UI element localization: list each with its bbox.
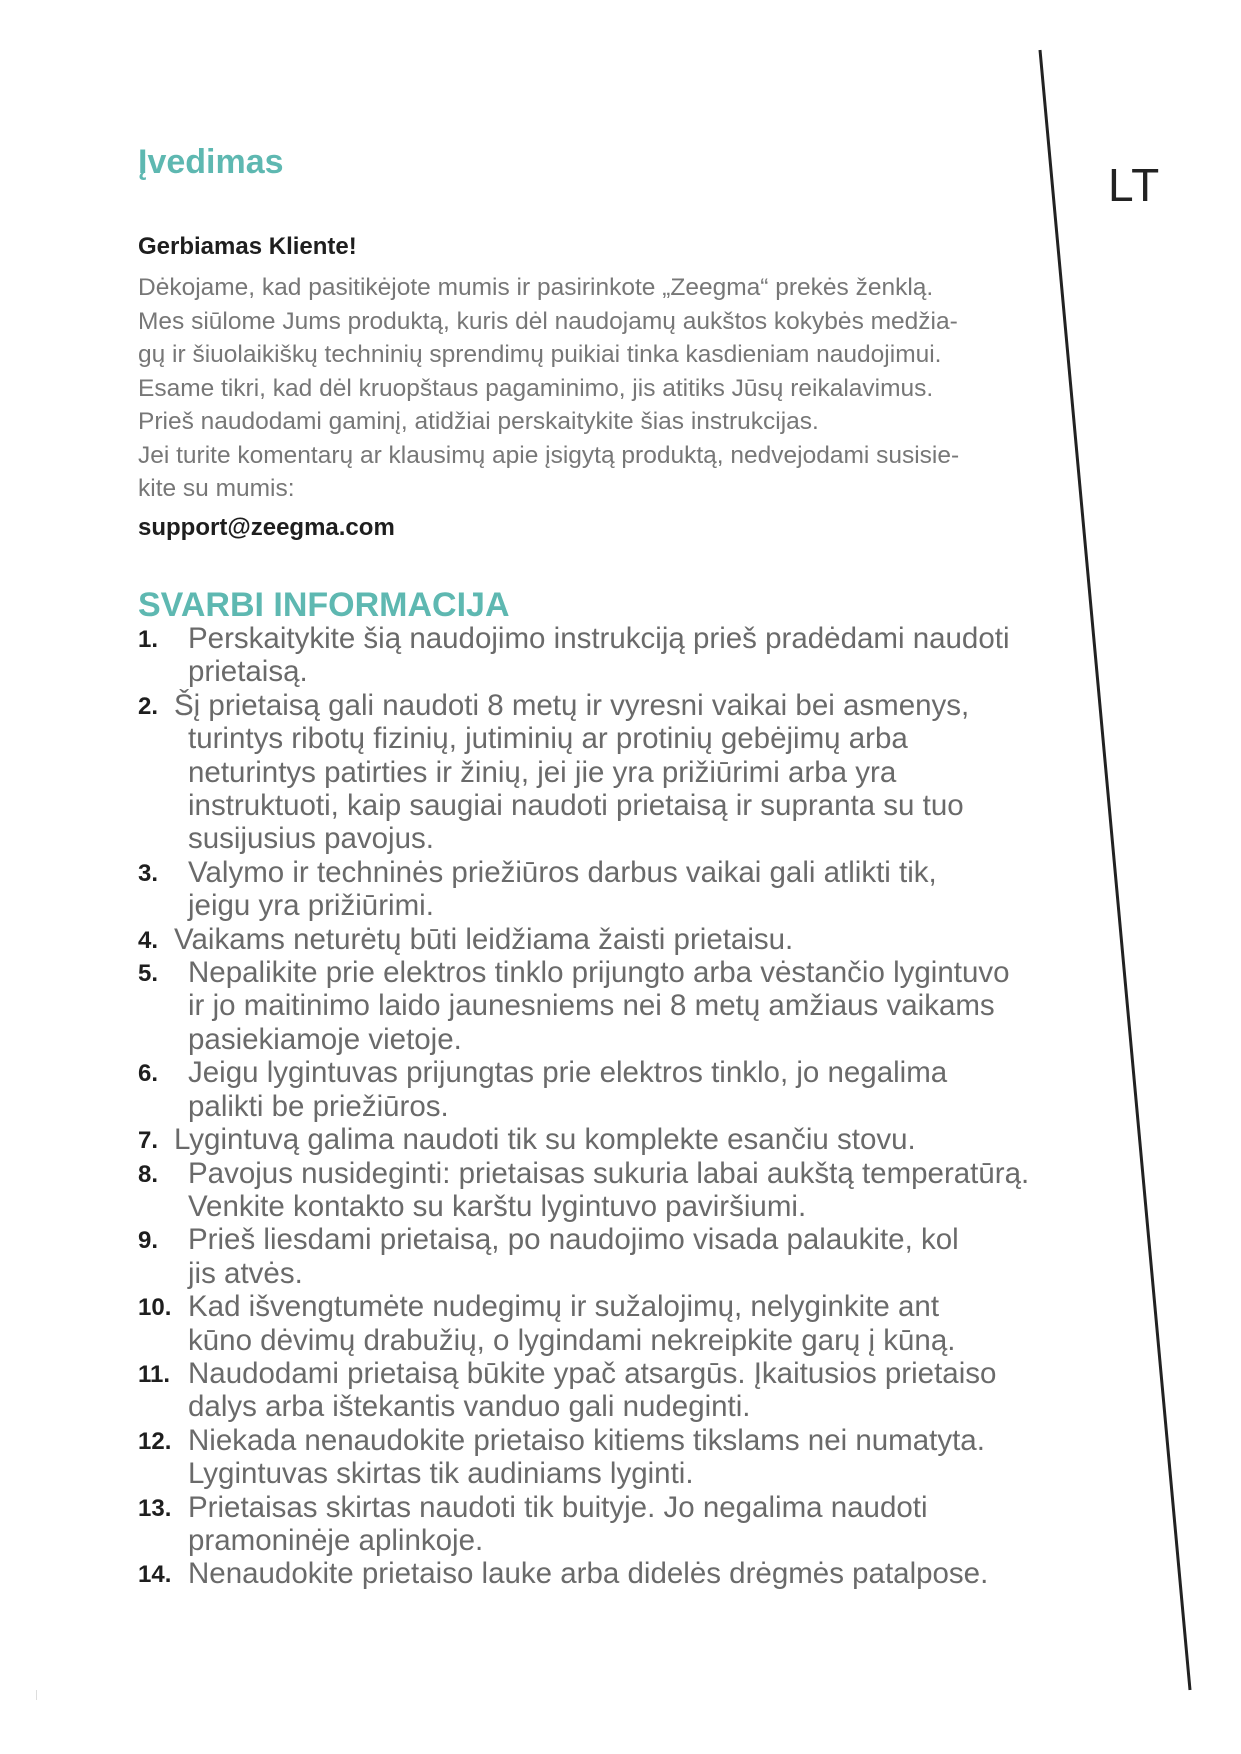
intro-line: Esame tikri, kad dėl kruopštaus pagaminimo, jis atitiks Jūsų reikalavimus. [138, 374, 934, 402]
intro-line: Prieš naudodami gaminį, atidžiai perskaitykite šias instrukcijas. [138, 408, 819, 435]
info-item [138, 1123, 1058, 1156]
info-item [138, 923, 1058, 956]
info-item-number: 5. [138, 960, 159, 988]
info-item-number: 3. [138, 859, 159, 887]
info-item-line: Niekada nenaudokite prietaiso kitiems tikslams nei numatyta. [188, 1423, 985, 1457]
info-item [138, 1223, 1058, 1290]
info-item-line: neturintys patirties ir žinių, jei jie yra prižiūrimi arba yra [188, 755, 897, 789]
info-item [138, 1290, 1058, 1357]
info-item-line: ir jo maitinimo laido jaunesniems nei 8 metų amžiaus vaikams [188, 989, 995, 1023]
intro-line: kite su mumis: [138, 475, 295, 502]
important-info-list [138, 622, 1058, 1591]
info-item-line: Lygintuvas skirtas tik audiniams lyginti. [188, 1457, 694, 1491]
info-item [138, 1357, 1058, 1424]
info-item-line: pramoninėje aplinkoje. [188, 1523, 484, 1557]
info-item-line: Prietaisas skirtas naudoti tik buityje. Jo negalima naudoti [188, 1490, 928, 1524]
intro-line: Dėkojame, kad pasitikėjote mumis ir pasirinkote „Zeegma“ prekės ženklą. [138, 274, 934, 301]
info-item [138, 1157, 1058, 1224]
info-item [138, 689, 1058, 856]
info-item-line: jeigu yra prižiūrimi. [188, 889, 434, 923]
info-item-number: 13. [138, 1494, 172, 1522]
info-item [138, 856, 1058, 923]
info-item-line: Nenaudokite prietaiso lauke arba didelės drėgmės patalpose. [188, 1557, 989, 1591]
support-email: support@zeegma.com [138, 514, 395, 541]
info-item [138, 1424, 1058, 1491]
info-item-number: 8. [138, 1160, 159, 1188]
info-item-line: Pavojus nusideginti: prietaisas sukuria labai aukštą temperatūrą. [188, 1156, 1030, 1190]
language-code: LT [1108, 159, 1161, 211]
info-item-number: 4. [138, 926, 159, 954]
info-item-line: Naudodami prietaisą būkite ypač atsargūs. Įkaitusios prietaiso [188, 1356, 997, 1390]
intro-line: Jei turite komentarų ar klausimų apie įsigytą produktą, nedvejodami susisie- [138, 441, 960, 469]
info-item [138, 622, 1058, 689]
info-item-line: kūno dėvimų drabužių, o lygindami nekreipkite garų į kūną. [188, 1323, 956, 1357]
info-item-line: pasiekiamoje vietoje. [188, 1022, 462, 1056]
info-item [138, 1491, 1058, 1558]
info-item-number: 2. [138, 692, 159, 720]
info-item-line: susijusius pavojus. [188, 822, 434, 856]
info-item-line: Nepalikite prie elektros tinklo prijungto arba vėstančio lygintuvo [188, 956, 1010, 990]
info-item-number: 1. [138, 626, 159, 653]
info-item-number: 12. [138, 1427, 172, 1455]
info-item-line: Venkite kontakto su karštu lygintuvo paviršiumi. [188, 1189, 807, 1223]
info-item-number: 14. [138, 1561, 172, 1589]
info-item-line: Kad išvengtumėte nudegimų ir sužalojimų, nelyginkite ant [188, 1290, 940, 1324]
info-item-line: Perskaitykite šią naudojimo instrukciją prieš pradėdami naudoti [188, 622, 1010, 655]
greeting: Gerbiamas Kliente! [138, 233, 357, 260]
info-item-number: 6. [138, 1060, 159, 1088]
intro-line: gų ir šiuolaikiškų techninių sprendimų puikiai tinka kasdieniam naudojimui. [138, 341, 942, 368]
info-item-line: Jeigu lygintuvas prijungtas prie elektros tinklo, jo negalima [188, 1056, 948, 1090]
intro-line: Mes siūlome Jums produktą, kuris dėl naudojamų aukštos kokybės medžia- [138, 307, 958, 335]
info-item-line: dalys arba ištekantis vanduo gali nudeginti. [188, 1390, 751, 1424]
intro-heading: Įvedimas [138, 143, 284, 181]
info-item-number: 11. [138, 1360, 171, 1388]
info-item-line: turintys ribotų fizinių, jutiminių ar protinių gebėjimų arba [188, 722, 908, 756]
info-item-line: palikti be priežiūros. [188, 1089, 449, 1123]
info-item-line: Vaikams neturėtų būti leidžiama žaisti prietaisu. [174, 922, 794, 956]
info-item-line: Lygintuvą galima naudoti tik su komplekte esančiu stovu. [174, 1123, 916, 1157]
info-item-line: instruktuoti, kaip saugiai naudoti prietaisą ir supranta su tuo [188, 789, 964, 823]
info-item [138, 1056, 1058, 1123]
page-corner-mark [36, 1690, 37, 1700]
info-item-number: 10. [138, 1294, 172, 1322]
info-item [138, 956, 1058, 1056]
info-item-number: 9. [138, 1227, 159, 1255]
info-item-line: jis atvės. [188, 1256, 303, 1290]
info-item-line: prietaisą. [188, 655, 308, 689]
important-info-heading: SVARBI INFORMACIJA [138, 586, 510, 624]
info-item-line: Valymo ir techninės priežiūros darbus vaikai gali atlikti tik, [188, 855, 937, 889]
info-item-number: 7. [138, 1127, 159, 1155]
info-item-line: Šį prietaisą gali naudoti 8 metų ir vyresni vaikai bei asmenys, [174, 688, 970, 722]
intro-paragraph [138, 271, 1058, 506]
info-item-line: Prieš liesdami prietaisą, po naudojimo visada palaukite, kol [188, 1223, 959, 1257]
info-item [138, 1557, 1058, 1590]
